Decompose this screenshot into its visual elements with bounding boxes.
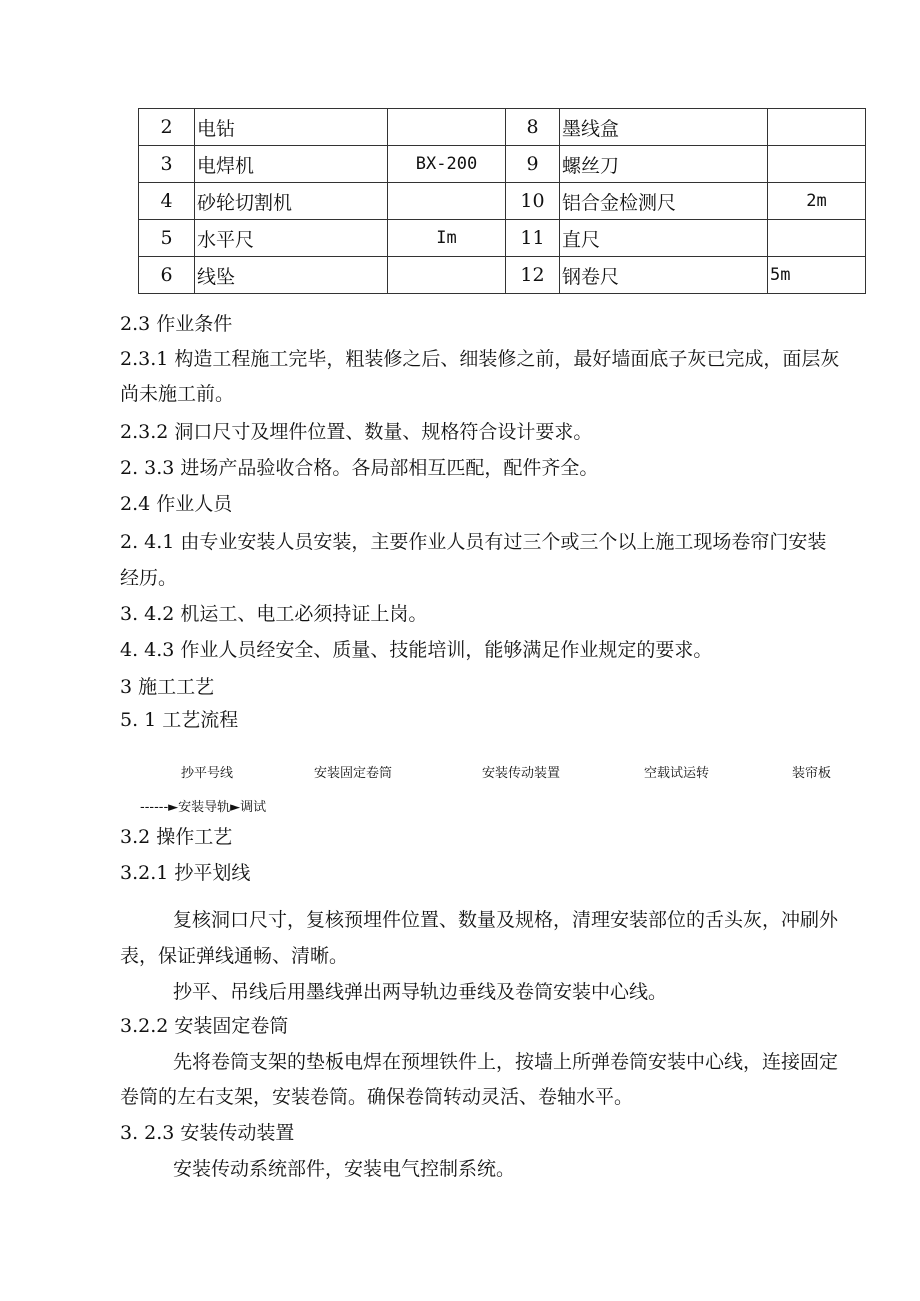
tool-name: 钢卷尺 [560, 257, 768, 294]
row-number: 4 [139, 183, 195, 220]
heading-3-2: 3.2 操作工艺 [120, 826, 233, 848]
flow-step-5: 装帘板 [792, 766, 832, 781]
paragraph-3-2-1-cont: 表，保证弹线通畅、清晰。 [120, 945, 349, 967]
table-row [139, 257, 866, 294]
table-row [139, 183, 866, 220]
tool-spec [388, 109, 506, 146]
paragraph-3-2-2-cont: 卷筒的左右支架，安装卷筒。确保卷筒转动灵活、卷轴水平。 [120, 1086, 634, 1108]
tool-spec: Im [388, 220, 506, 257]
heading-3: 3 施工工艺 [120, 676, 215, 698]
tools-table [138, 108, 866, 294]
paragraph-2-4-1: 2. 4.1 由专业安装人员安装，主要作业人员有过三个或三个以上施工现场卷帘门安装 [120, 531, 827, 553]
heading-3-2-2: 3.2.2 安装固定卷筒 [120, 1015, 289, 1037]
tool-name: 线坠 [195, 257, 388, 294]
tool-name: 铝合金检测尺 [560, 183, 768, 220]
heading-2-4: 2.4 作业人员 [120, 493, 233, 515]
row-number: 12 [506, 257, 560, 294]
paragraph-2-3-3: 2. 3.3 进场产品验收合格。各局部相互匹配，配件齐全。 [120, 457, 599, 479]
tool-spec: BX-200 [388, 146, 506, 183]
paragraph-2-4-1-cont: 经历。 [120, 567, 178, 589]
heading-5-1: 5. 1 工艺流程 [120, 709, 239, 731]
row-number: 10 [506, 183, 560, 220]
paragraph-3-4-2: 3. 4.2 机运工、电工必须持证上岗。 [120, 603, 428, 625]
tool-spec: 2m [768, 183, 866, 220]
table-row [139, 220, 866, 257]
tool-name: 螺丝刀 [560, 146, 768, 183]
paragraph-4-4-3: 4. 4.3 作业人员经安全、质量、技能培训，能够满足作业规定的要求。 [120, 639, 713, 661]
paragraph-2-3-1-cont: 尚未施工前。 [120, 383, 235, 405]
tool-name: 电焊机 [195, 146, 388, 183]
row-number: 3 [139, 146, 195, 183]
table-row [139, 146, 866, 183]
tool-spec [768, 146, 866, 183]
heading-3-2-1: 3.2.1 抄平划线 [120, 862, 251, 884]
row-number: 6 [139, 257, 195, 294]
row-number: 2 [139, 109, 195, 146]
flow-step-4: 空载试运转 [644, 766, 710, 781]
tool-name: 砂轮切割机 [195, 183, 388, 220]
table-row [139, 109, 866, 146]
flow-step-2: 安装固定卷筒 [314, 766, 393, 781]
heading-2-3: 2.3 作业条件 [120, 313, 233, 335]
paragraph-3-2-3: 安装传动系统部件，安装电气控制系统。 [173, 1158, 516, 1180]
tool-spec [768, 109, 866, 146]
row-number: 5 [139, 220, 195, 257]
paragraph-2-3-1: 2.3.1 构造工程施工完毕，粗装修之后、细装修之前，最好墙面底子灰已完成，面层灰 [120, 348, 840, 370]
tool-spec: 5m [768, 257, 866, 294]
tool-spec [388, 183, 506, 220]
paragraph-3-2-1-b: 抄平、吊线后用墨线弹出两导轨边垂线及卷筒安装中心线。 [173, 981, 668, 1003]
tool-name: 墨线盒 [560, 109, 768, 146]
row-number: 8 [506, 109, 560, 146]
paragraph-2-3-2: 2.3.2 洞口尺寸及埋件位置、数量、规格符合设计要求。 [120, 421, 593, 443]
paragraph-3-2-2: 先将卷筒支架的垫板电焊在预埋铁件上，按墙上所弹卷筒安装中心线，连接固定 [173, 1051, 839, 1073]
tool-name: 电钻 [195, 109, 388, 146]
flow-step-1: 抄平号线 [181, 766, 234, 781]
row-number: 11 [506, 220, 560, 257]
tool-name: 直尺 [560, 220, 768, 257]
tool-spec [768, 220, 866, 257]
heading-3-2-3: 3. 2.3 安装传动装置 [120, 1122, 295, 1144]
tool-name: 水平尺 [195, 220, 388, 257]
flow-row-2: ------►安装导轨►调试 [140, 800, 267, 815]
row-number: 9 [506, 146, 560, 183]
paragraph-3-2-1: 复核洞口尺寸，复核预埋件位置、数量及规格，清理安装部位的舌头灰，冲刷外 [173, 909, 839, 931]
flow-step-3: 安装传动装置 [482, 766, 561, 781]
tool-spec [388, 257, 506, 294]
